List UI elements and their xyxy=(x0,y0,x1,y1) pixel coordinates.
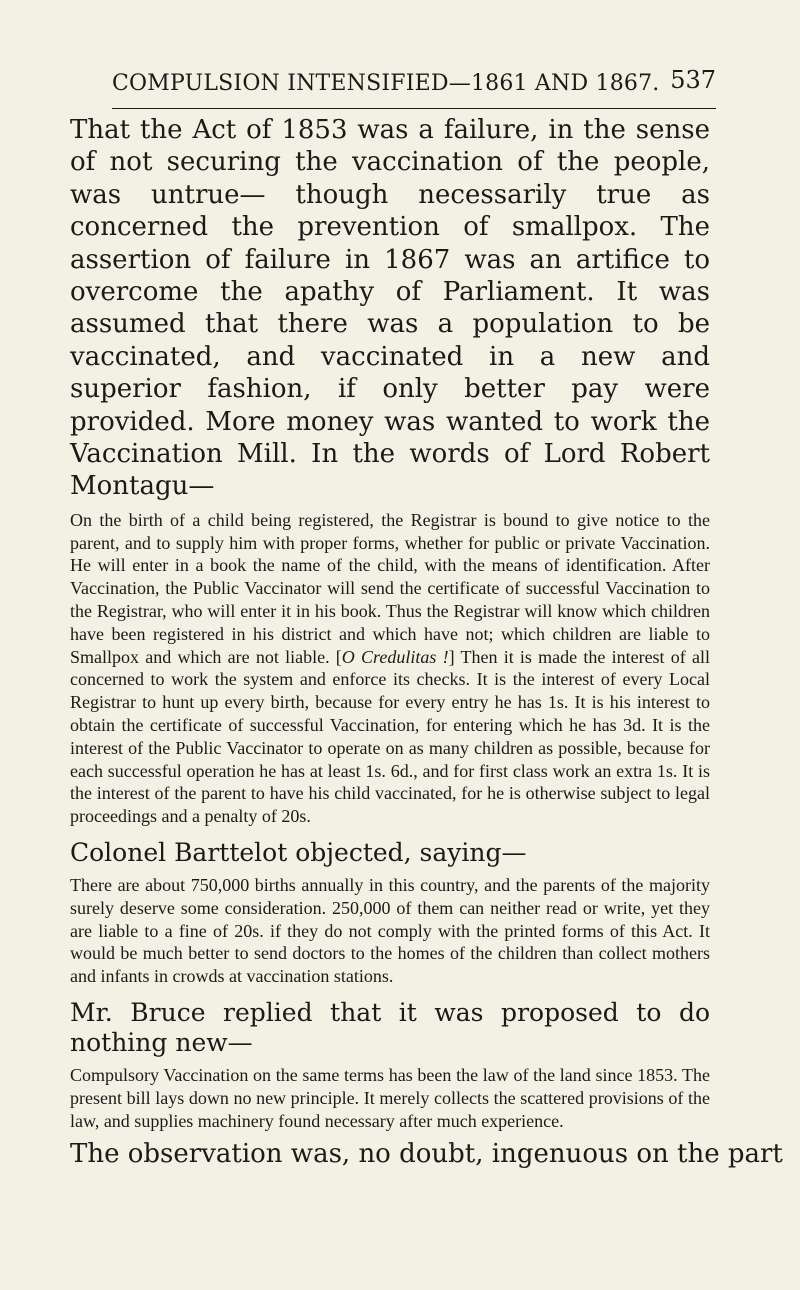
page-number: 537 xyxy=(670,66,716,94)
paragraph-observation: The observation was, no doubt, ingenuous on the part xyxy=(70,1139,783,1170)
quote-montagu xyxy=(70,509,710,828)
quote-bruce: Compulsory Vaccination on the same terms has been the law of the land since 1853. The present bill lays down no new principle. It merely collects the scattered provisions of the law, and supplies machinery found necessary after much experience. xyxy=(70,1065,710,1131)
quote-barttelot: There are about 750,000 births annually in this country, and the parents of the majority surely deserve some consideration. 250,000 of them can neither read or write, yet they are liable to a fine of 20s. if they do not comply with the printed forms of this Act. It would be much better to send doctors to the homes of the children than collect mothers and infants in crowds at vaccination stations. xyxy=(70,875,710,987)
quote-montagu-italic: O Credulitas ! xyxy=(341,646,449,667)
intro-barttelot: Colonel Barttelot objected, saying— xyxy=(70,838,527,868)
running-head xyxy=(112,64,716,109)
intro-bruce: Mr. Bruce replied that it was proposed to do nothing new— xyxy=(70,998,710,1058)
quote-montagu-part2: ] Then it is made the interest of all concerned to work the system and enforce its checks. It is the interest of every Local Registrar to hunt up every birth, because for every entry he has 1s. It is his interest to obtain the certificate of successful Vaccination, for entering which he has 3d. It is the interest of the Public Vaccinator to operate on as many children as possible, because for each successful operation he has at least 1s. 6d., and for first class work an extra 1s. It is the interest of the parent to have his child vaccinated, for he is otherwise subject to legal proceedings and a penalty of 20s. xyxy=(70,646,710,827)
paragraph-act-failure: That the Act of 1853 was a failure, in the sense of not securing the vaccination of the people, was untrue— though necessarily true as concerned the prevention of smallpox. The assertion of failure in 1867 was an artifice to overcome the apathy of Parliament. It was assumed that there was a population to be vaccinated, and vaccinated in a new and superior fashion, if only better pay were provided. More money was wanted to work the Vaccination Mill. In the words of Lord Robert Montagu— xyxy=(70,115,710,502)
page-body xyxy=(70,114,783,1171)
running-title: COMPULSION INTENSIFIED—1861 AND 1867. xyxy=(112,71,660,96)
quote-montagu-part1: On the birth of a child being registered, the Registrar is bound to give notice to the parent, and to supply him with proper forms, whether for public or private Vaccination. He will enter in a book the name of the child, with the means of identification. After Vaccination, the Public Vaccinator will send the certificate of successful Vaccination to the Registrar, who will enter it in his book. Thus the Registrar will know which children have been registered in his district and which have not; which children are liable to Smallpox and which are not liable. [ xyxy=(70,509,710,667)
